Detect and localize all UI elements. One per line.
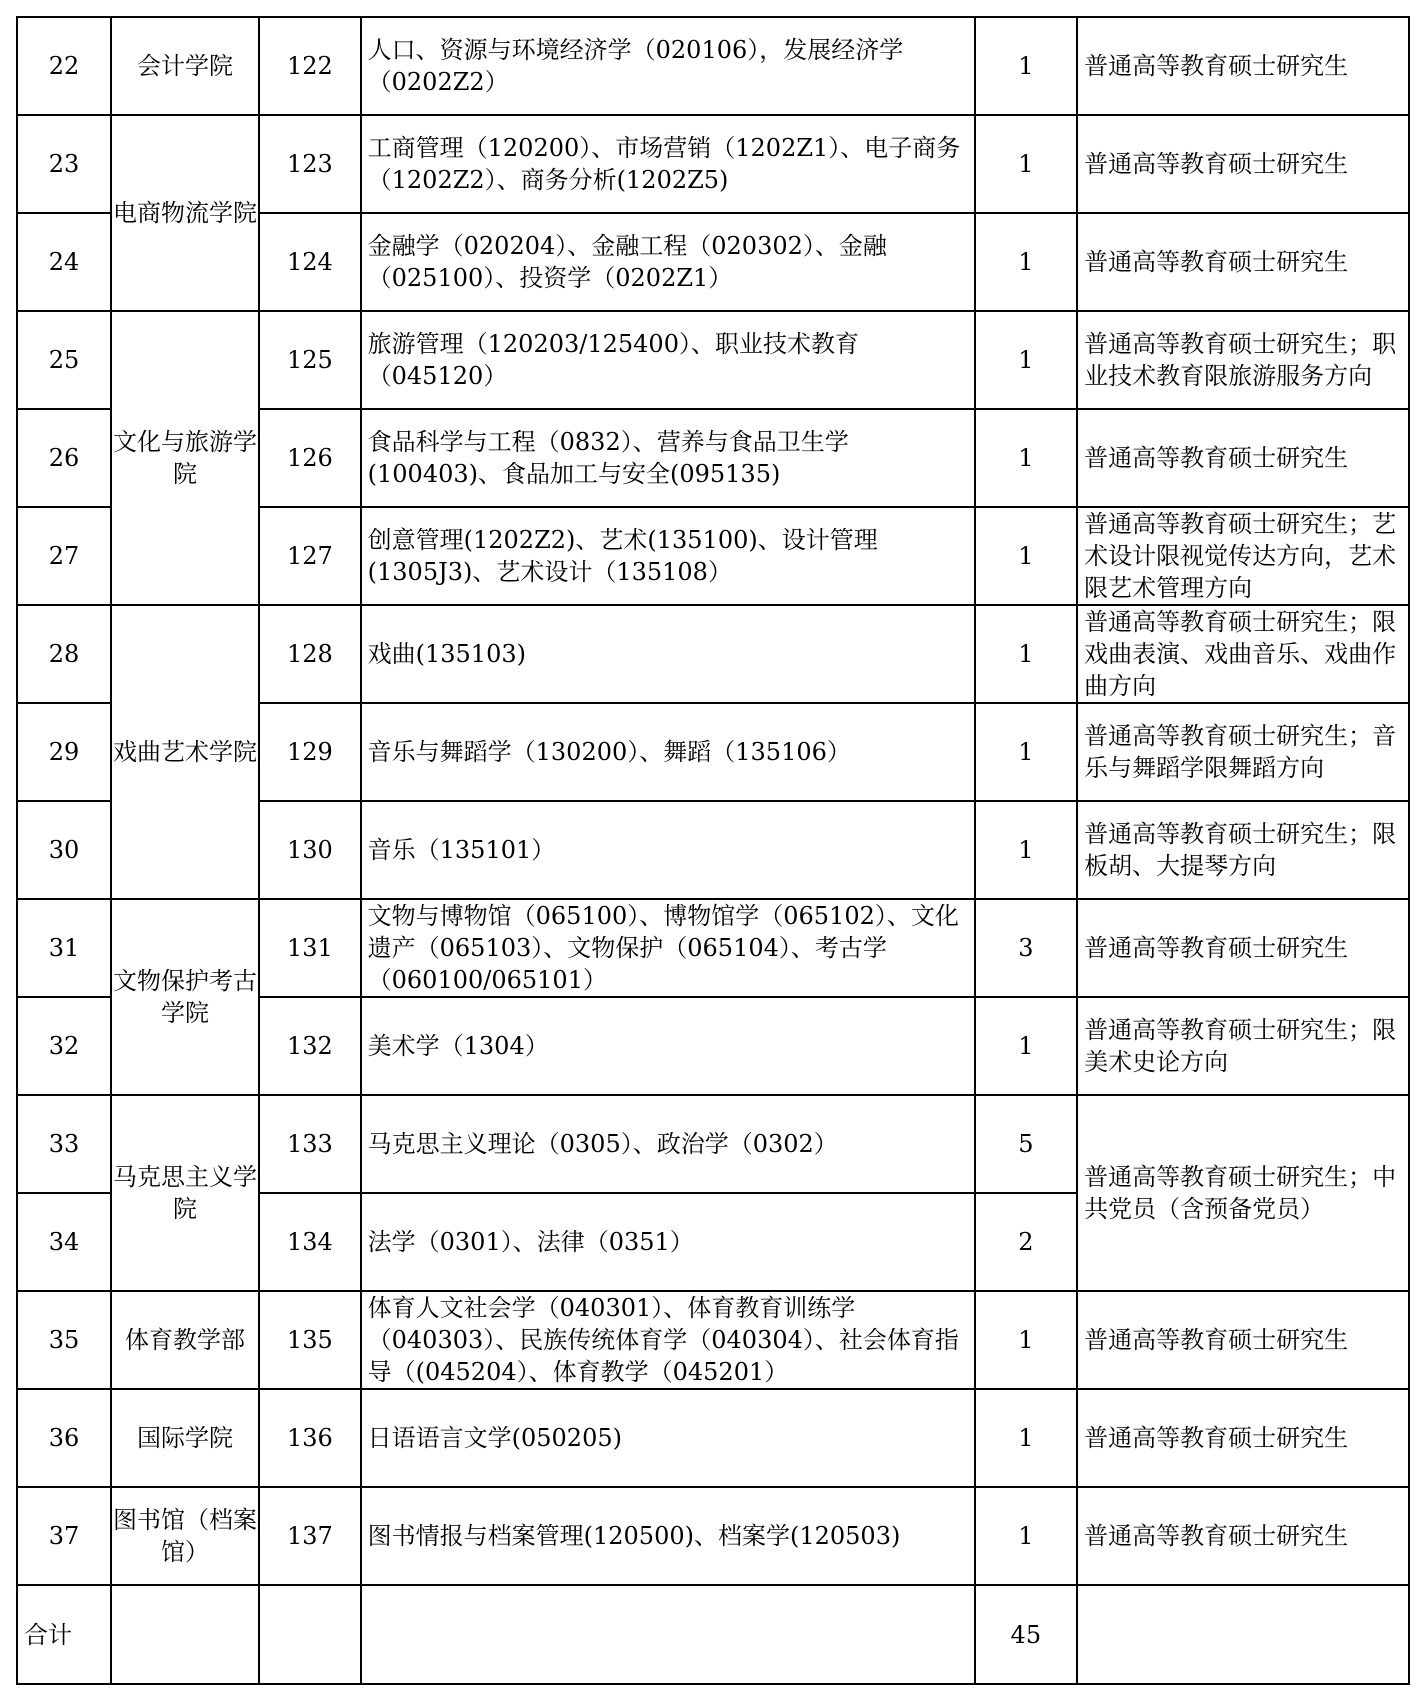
position-code: 127	[259, 507, 361, 605]
requirement-cell: 普通高等教育硕士研究生；职业技术教育限旅游服务方向	[1077, 311, 1409, 409]
position-code: 128	[259, 605, 361, 703]
row-number: 28	[17, 605, 111, 703]
table-row	[17, 899, 1409, 997]
requirement-cell: 普通高等教育硕士研究生	[1077, 1291, 1409, 1389]
table-row	[17, 1487, 1409, 1585]
position-code: 133	[259, 1095, 361, 1193]
quota-cell: 1	[975, 605, 1078, 703]
requirement-cell: 普通高等教育硕士研究生；艺术设计限视觉传达方向，艺术限艺术管理方向	[1077, 507, 1409, 605]
requirement-cell: 普通高等教育硕士研究生	[1077, 115, 1409, 213]
empty-cell	[111, 1585, 259, 1684]
row-number: 34	[17, 1193, 111, 1291]
position-code: 129	[259, 703, 361, 801]
empty-cell	[1077, 1585, 1409, 1684]
major-cell: 马克思主义理论（0305）、政治学（0302）	[361, 1095, 975, 1193]
total-label: 合计	[17, 1585, 111, 1684]
position-code: 136	[259, 1389, 361, 1487]
department-cell: 会计学院	[111, 17, 259, 115]
major-cell: 图书情报与档案管理(120500)、档案学(120503)	[361, 1487, 975, 1585]
requirement-cell: 普通高等教育硕士研究生；音乐与舞蹈学限舞蹈方向	[1077, 703, 1409, 801]
table-row	[17, 1389, 1409, 1487]
quota-cell: 1	[975, 997, 1078, 1095]
requirement-cell: 普通高等教育硕士研究生	[1077, 1389, 1409, 1487]
major-cell: 音乐（135101）	[361, 801, 975, 899]
table-row	[17, 17, 1409, 115]
quota-cell: 1	[975, 213, 1078, 311]
department-cell: 图书馆（档案馆）	[111, 1487, 259, 1585]
row-number: 22	[17, 17, 111, 115]
position-code: 124	[259, 213, 361, 311]
position-code: 135	[259, 1291, 361, 1389]
total-quota: 45	[975, 1585, 1078, 1684]
requirement-cell: 普通高等教育硕士研究生	[1077, 409, 1409, 507]
requirement-cell: 普通高等教育硕士研究生；限板胡、大提琴方向	[1077, 801, 1409, 899]
empty-cell	[361, 1585, 975, 1684]
row-number: 32	[17, 997, 111, 1095]
quota-cell: 1	[975, 1291, 1078, 1389]
row-number: 30	[17, 801, 111, 899]
table-row	[17, 311, 1409, 409]
position-code: 122	[259, 17, 361, 115]
quota-cell: 1	[975, 17, 1078, 115]
position-code: 126	[259, 409, 361, 507]
requirement-cell: 普通高等教育硕士研究生；限美术史论方向	[1077, 997, 1409, 1095]
row-number: 24	[17, 213, 111, 311]
row-number: 35	[17, 1291, 111, 1389]
major-cell: 音乐与舞蹈学（130200）、舞蹈（135106）	[361, 703, 975, 801]
quota-cell: 2	[975, 1193, 1078, 1291]
quota-cell: 1	[975, 1487, 1078, 1585]
row-number: 25	[17, 311, 111, 409]
requirement-cell: 普通高等教育硕士研究生；限戏曲表演、戏曲音乐、戏曲作曲方向	[1077, 605, 1409, 703]
row-number: 33	[17, 1095, 111, 1193]
row-number: 36	[17, 1389, 111, 1487]
position-code: 132	[259, 997, 361, 1095]
department-cell: 国际学院	[111, 1389, 259, 1487]
major-cell: 金融学（020204）、金融工程（020302）、金融（025100）、投资学（0202Z1）	[361, 213, 975, 311]
position-code: 134	[259, 1193, 361, 1291]
quota-cell: 1	[975, 311, 1078, 409]
empty-cell	[259, 1585, 361, 1684]
department-cell: 电商物流学院	[111, 115, 259, 311]
row-number: 23	[17, 115, 111, 213]
position-code: 125	[259, 311, 361, 409]
major-cell: 创意管理(1202Z2)、艺术(135100)、设计管理(1305J3)、艺术设计（135108）	[361, 507, 975, 605]
position-code: 130	[259, 801, 361, 899]
quota-cell: 1	[975, 409, 1078, 507]
department-cell: 体育教学部	[111, 1291, 259, 1389]
row-number: 27	[17, 507, 111, 605]
major-cell: 工商管理（120200）、市场营销（1202Z1）、电子商务（1202Z2）、商务分析(1202Z5)	[361, 115, 975, 213]
major-cell: 法学（0301）、法律（0351）	[361, 1193, 975, 1291]
quota-cell: 1	[975, 703, 1078, 801]
major-cell: 美术学（1304）	[361, 997, 975, 1095]
department-cell: 戏曲艺术学院	[111, 605, 259, 899]
major-cell: 文物与博物馆（065100）、博物馆学（065102）、文化遗产（065103）、文物保护（065104）、考古学（060100/065101）	[361, 899, 975, 997]
row-number: 26	[17, 409, 111, 507]
major-cell: 日语语言文学(050205)	[361, 1389, 975, 1487]
quota-cell: 1	[975, 1389, 1078, 1487]
position-code: 131	[259, 899, 361, 997]
requirement-cell: 普通高等教育硕士研究生；中共党员（含预备党员）	[1077, 1095, 1409, 1291]
requirement-cell: 普通高等教育硕士研究生	[1077, 899, 1409, 997]
quota-cell: 5	[975, 1095, 1078, 1193]
department-cell: 文物保护考古学院	[111, 899, 259, 1095]
table-row	[17, 605, 1409, 703]
quota-cell: 1	[975, 507, 1078, 605]
table-row	[17, 1095, 1409, 1193]
quota-cell: 3	[975, 899, 1078, 997]
position-code: 123	[259, 115, 361, 213]
total-row	[17, 1585, 1409, 1684]
recruitment-table	[16, 16, 1410, 1685]
department-cell: 马克思主义学院	[111, 1095, 259, 1291]
row-number: 31	[17, 899, 111, 997]
quota-cell: 1	[975, 801, 1078, 899]
major-cell: 戏曲(135103)	[361, 605, 975, 703]
quota-cell: 1	[975, 115, 1078, 213]
requirement-cell: 普通高等教育硕士研究生	[1077, 17, 1409, 115]
department-cell: 文化与旅游学院	[111, 311, 259, 605]
requirement-cell: 普通高等教育硕士研究生	[1077, 213, 1409, 311]
row-number: 29	[17, 703, 111, 801]
major-cell: 体育人文社会学（040301）、体育教育训练学（040303）、民族传统体育学（040304）、社会体育指导（(045204）、体育教学（045201）	[361, 1291, 975, 1389]
major-cell: 食品科学与工程（0832）、营养与食品卫生学(100403)、食品加工与安全(095135)	[361, 409, 975, 507]
table-row	[17, 115, 1409, 213]
major-cell: 旅游管理（120203/125400）、职业技术教育（045120）	[361, 311, 975, 409]
table-row	[17, 1291, 1409, 1389]
requirement-cell: 普通高等教育硕士研究生	[1077, 1487, 1409, 1585]
major-cell: 人口、资源与环境经济学（020106），发展经济学（0202Z2）	[361, 17, 975, 115]
position-code: 137	[259, 1487, 361, 1585]
row-number: 37	[17, 1487, 111, 1585]
